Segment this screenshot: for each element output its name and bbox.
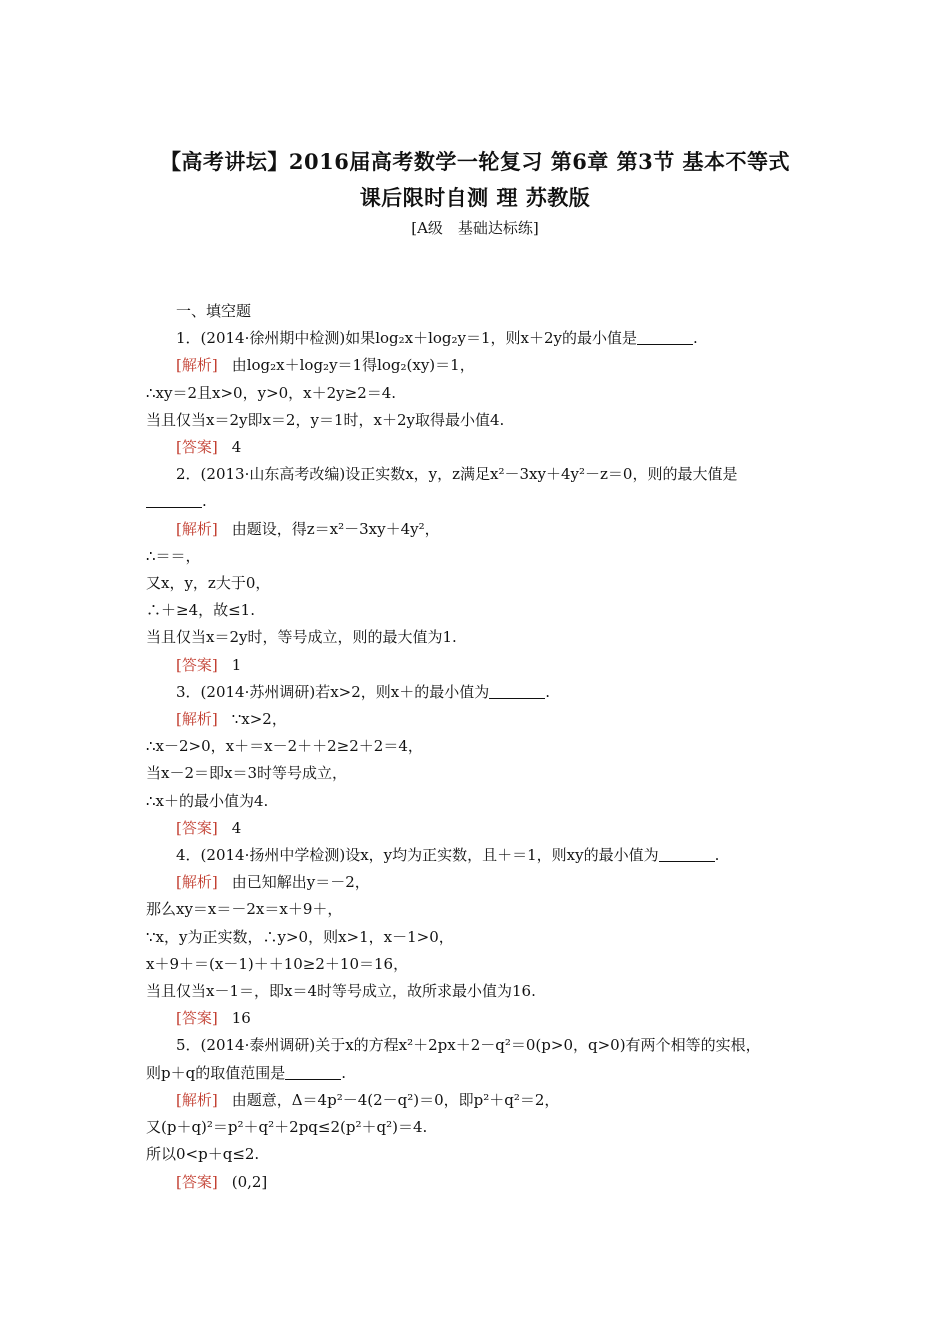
question-5-stem: 5．(2014·泰州调研)关于x的方程x²＋2px＋2－q²＝0(p>0，q>0)有两个相等的实根， [176,1036,761,1055]
analysis-line: 所以0<p＋q≤2. [146,1145,260,1164]
analysis-tag: [解析] [176,519,218,538]
answer-blank [637,330,693,345]
question-2-answer: [答案] 1 [176,655,242,674]
analysis-tag: [解析] [176,873,218,892]
answer-tag: [答案] [176,655,218,674]
analysis-line: ∴x－2>0，x＋＝x－2＋＋2≥2＋2＝4， [146,737,423,756]
question-4-stem: 4．(2014·扬州中学检测)设x，y均为正实数，且＋＝1，则xy的最小值为 . [176,846,720,865]
question-3-answer: [答案] 4 [176,818,242,837]
question-5-answer: [答案] (0,2] [176,1172,268,1191]
level-label: [A级 基础达标练] [411,219,539,237]
document-title-line2: 课后限时自测 理 苏教版 [359,185,591,210]
question-5-stem-cont: 则p＋q的取值范围是 . [146,1063,346,1082]
question-3-analysis: [解析] ∵x>2， [176,710,287,729]
question-2-analysis: [解析] 由题设，得z＝x²－3xy＋4y²， [176,519,440,538]
analysis-line: ∵x，y为正实数，∴y>0，则x>1，x－1>0， [146,927,454,946]
analysis-line: x＋9＋＝(x－1)＋＋10≥2＋10＝16， [146,954,409,973]
answer-tag: [答案] [176,818,218,837]
section-heading: 一、填空题 [176,302,252,320]
analysis-line: 当且仅当x＝2y即x＝2，y＝1时，x＋2y取得最小值4. [146,410,505,429]
analysis-line: ∴＋≥4，故≤1. [146,601,255,620]
document-title-line1: 【高考讲坛】2016届高考数学一轮复习 第6章 第3节 基本不等式 [159,149,791,174]
analysis-line: 又(p＋q)²＝p²＋q²＋2pq≤2(p²＋q²)＝4. [146,1118,428,1137]
answer-tag: [答案] [176,438,218,457]
answer-tag: [答案] [176,1172,218,1191]
answer-tag: [答案] [176,1009,218,1028]
question-4-answer: [答案] 16 [176,1009,251,1028]
analysis-line: 又x，y，z大于0， [146,574,271,593]
analysis-line: ∴x＋的最小值为4. [146,791,269,810]
analysis-line: 当且仅当x－1＝，即x＝4时等号成立，故所求最小值为16. [146,982,536,1001]
analysis-line: 那么xy＝x＝－2x＝x＋9＋， [146,900,343,919]
question-2-stem-cont: . [146,488,810,515]
question-3-stem: 3．(2014·苏州调研)若x>2，则x＋的最小值为 . [176,682,551,701]
exercise-content [146,298,810,1196]
analysis-line: 当x－2＝即x＝3时等号成立， [146,764,348,783]
answer-blank [659,847,715,862]
answer-blank [489,684,545,699]
analysis-tag: [解析] [176,1090,218,1109]
question-1-answer: [答案] 4 [176,438,242,457]
analysis-tag: [解析] [176,356,218,375]
analysis-line: 当且仅当x＝2y时，等号成立，则的最大值为1. [146,628,457,647]
question-1-analysis: [解析] 由log₂x＋log₂y＝1得log₂(xy)＝1， [176,356,475,375]
answer-blank [146,493,202,508]
question-1-stem: 1．(2014·徐州期中检测)如果log₂x＋log₂y＝1，则x＋2y的最小值是 . [176,329,698,348]
analysis-line: ∴＝＝， [146,546,201,565]
question-4-analysis: [解析] 由已知解出y＝－2， [176,873,370,892]
question-5-analysis: [解析] 由题意，Δ＝4p²－4(2－q²)＝0，即p²＋q²＝2， [176,1090,560,1109]
analysis-line: ∴xy＝2且x>0，y>0，x＋2y≥2＝4. [146,383,397,402]
answer-blank [285,1065,341,1080]
question-2-stem: 2．(2013·山东高考改编)设正实数x，y，z满足x²－3xy＋4y²－z＝0，则的最大值是 [176,465,738,484]
analysis-tag: [解析] [176,710,218,729]
